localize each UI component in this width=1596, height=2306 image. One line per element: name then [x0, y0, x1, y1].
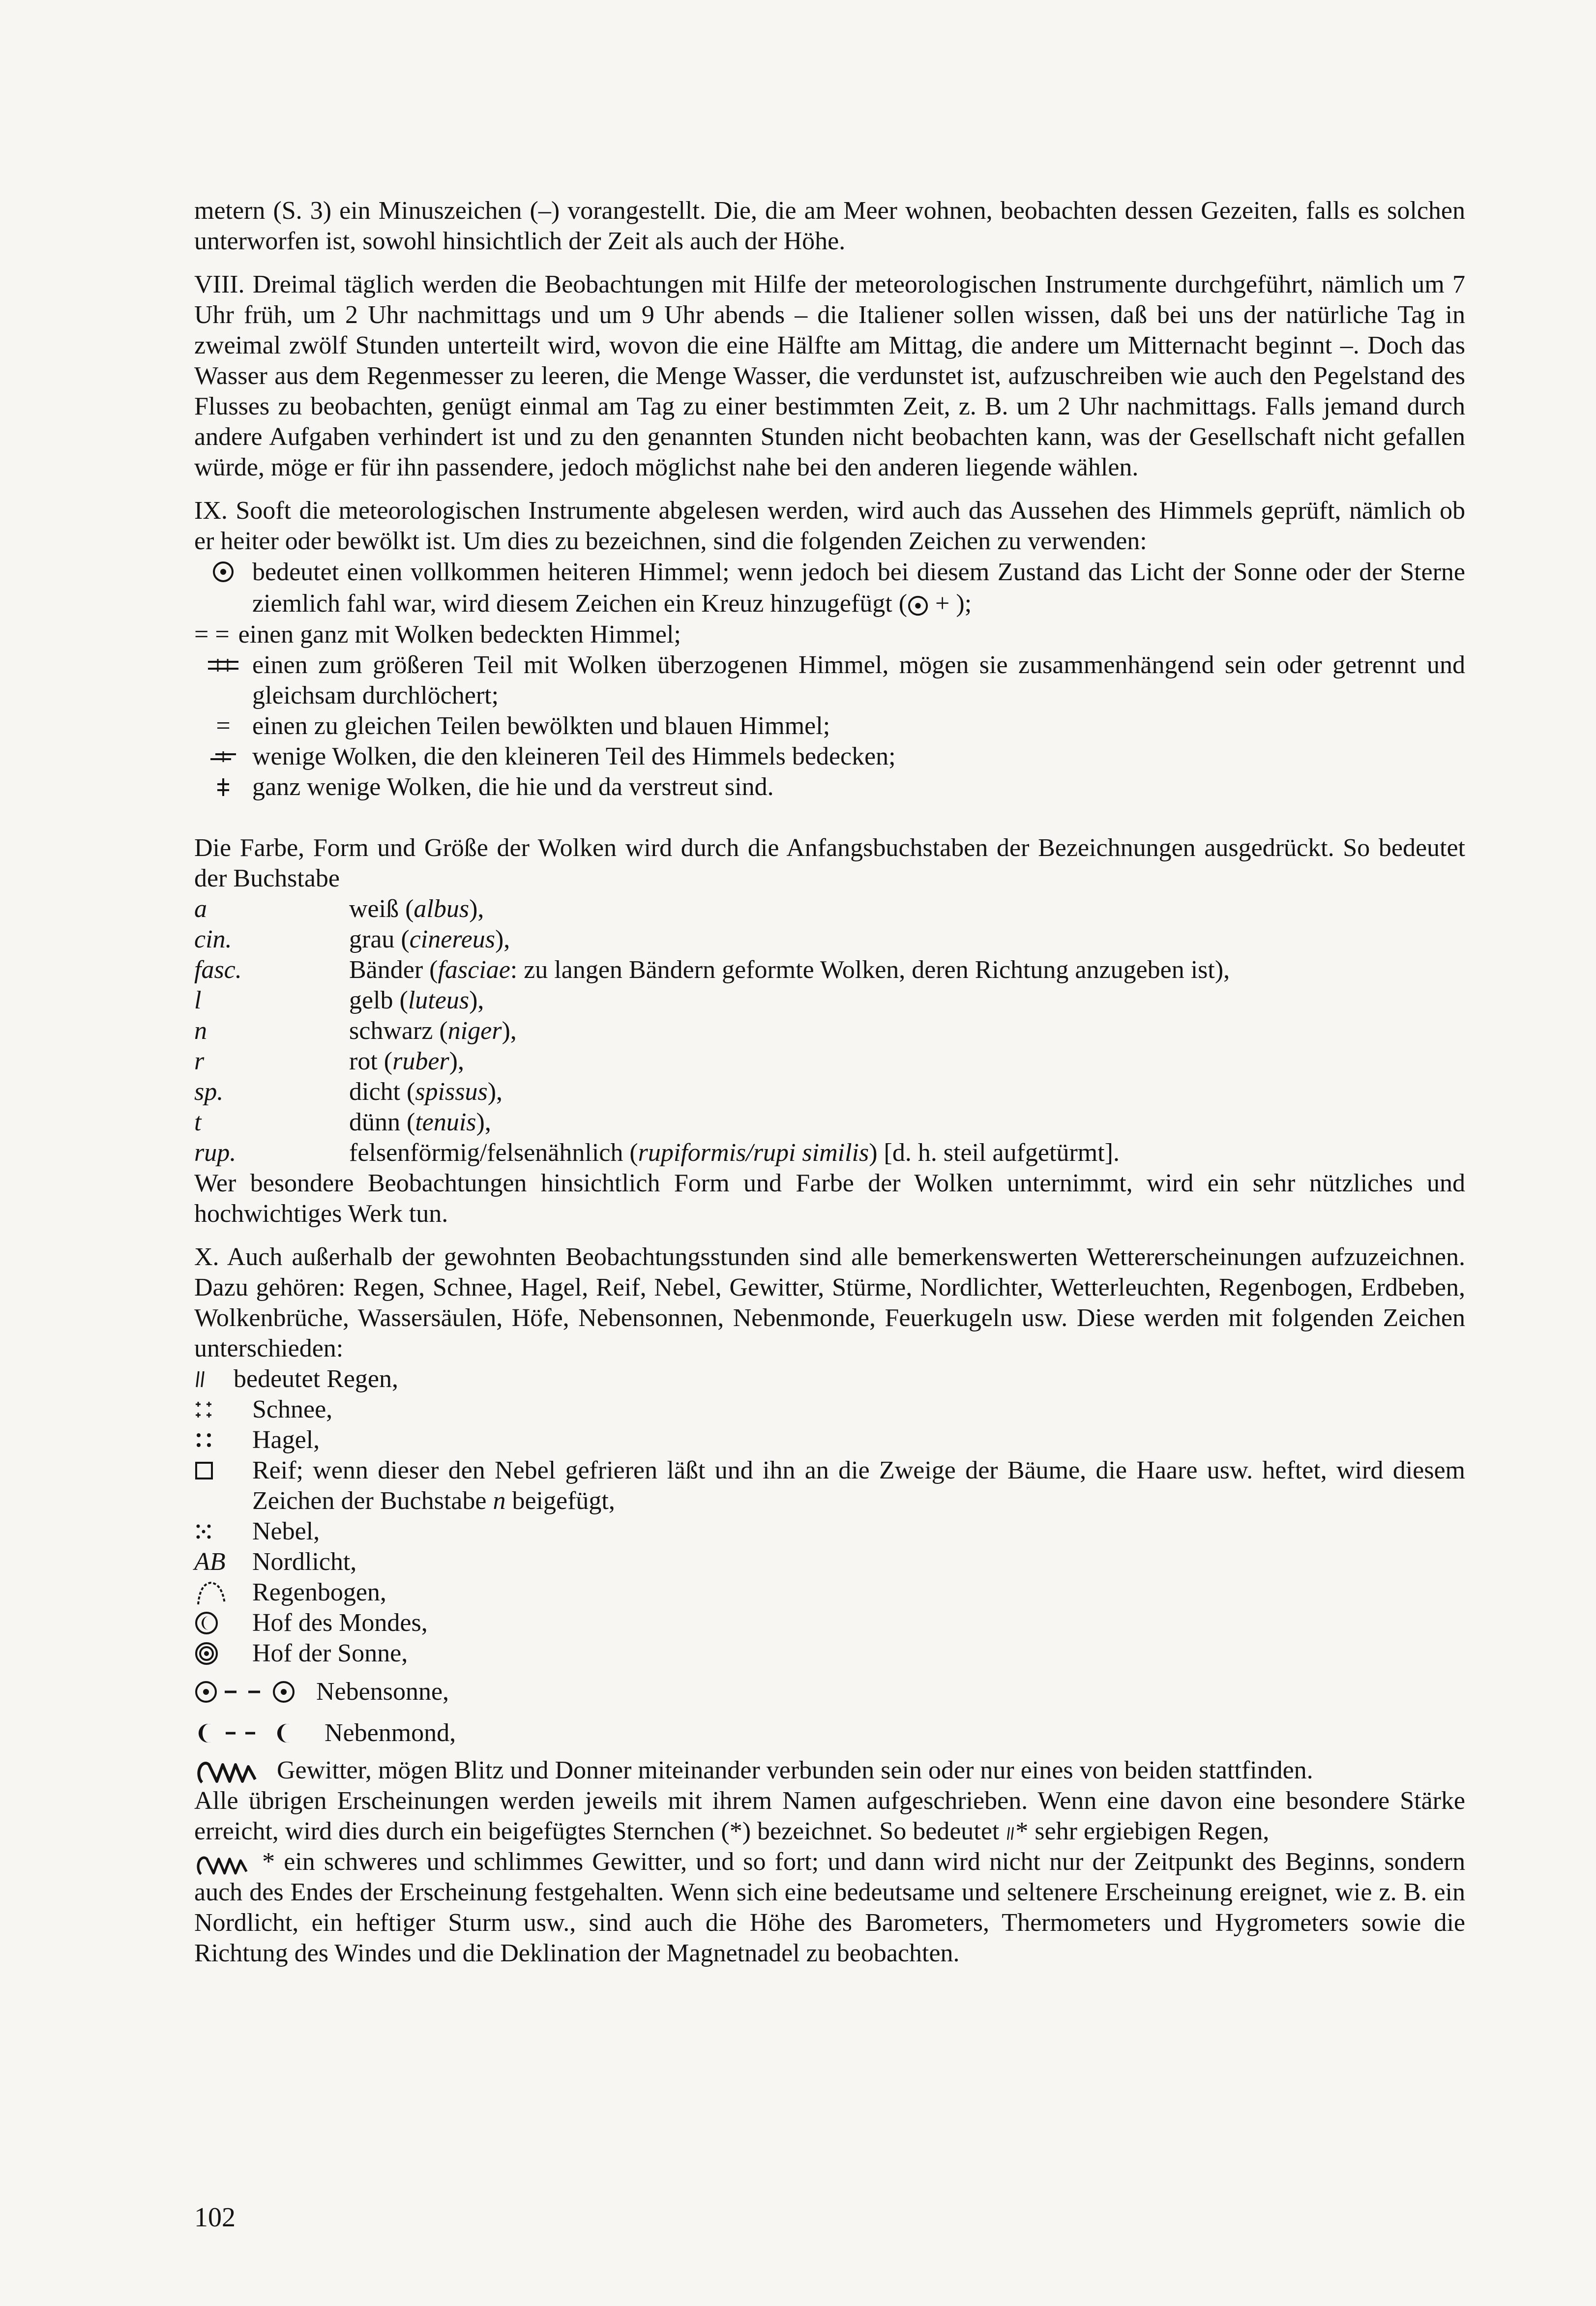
paraselene-text: Nebenmond,: [325, 1719, 456, 1747]
cloud-abbreviation-list: [194, 894, 1465, 1168]
few-clouds-icon: [194, 741, 252, 772]
fog-text: Nebel,: [252, 1517, 320, 1545]
paraselene-icon: [194, 1718, 325, 1748]
abbreviation-meaning: [349, 1046, 1465, 1077]
abbreviation-meaning: [349, 1016, 1465, 1046]
mostly-cloudy-text: einen zum größeren Teil mit Wolken überzogenen Himmel, mögen sie zusammenhängend sein oder getrennt und gleichsam durchlöchert;: [252, 651, 1465, 710]
thunderstorm-row: [194, 1755, 1465, 1786]
few-clouds-text: wenige Wolken, die den kleineren Teil des Himmels bedecken;: [252, 742, 896, 770]
page-body: [194, 196, 1465, 1969]
clear-sky-cross-text: + );: [935, 590, 972, 618]
snow-text: Schnee,: [252, 1395, 333, 1423]
abbreviation-row: [194, 1077, 1465, 1107]
abbreviation-note: ),: [469, 986, 484, 1014]
rain-icon: [194, 1364, 234, 1394]
parhelion-icon: [194, 1677, 316, 1707]
abbreviation-note: ),: [476, 1108, 491, 1136]
thunderstorm-icon: [194, 1755, 277, 1786]
abbreviation-key: rup.: [194, 1139, 236, 1167]
abbreviation-meaning: [349, 1138, 1465, 1168]
abbreviation-row: [194, 1107, 1465, 1138]
thunderstorm-text: Gewitter, mögen Blitz und Donner miteinander verbunden sein oder nur eines von beiden stattfinden.: [277, 1756, 1313, 1784]
abbreviation-key: t: [194, 1108, 202, 1136]
hail-row: [194, 1425, 1465, 1455]
abbreviation-latin: ruber: [392, 1047, 449, 1075]
sky-clear-row: [194, 557, 1465, 620]
moon-halo-icon: [194, 1608, 252, 1638]
abbreviation-key: l: [194, 986, 202, 1014]
fog-row: [194, 1516, 1465, 1547]
aurora-text: Nordlicht,: [252, 1548, 357, 1576]
aurora-row: [194, 1547, 1465, 1577]
clear-sky-text: bedeutet einen vollkommen heiteren Himmel; wenn jedoch bei diesem Zustand das Licht der Sonne oder der Sterne ziemlich fahl war, wird diesem Zeichen ein Kreuz hinzugefügt (: [252, 558, 1465, 618]
abbreviation-german: weiß (: [349, 895, 414, 923]
abbreviation-key: cin.: [194, 925, 232, 953]
abbreviation-row: [194, 955, 1465, 985]
abbreviation-row: [194, 1016, 1465, 1046]
abbreviation-key: sp.: [194, 1078, 224, 1106]
abbreviation-latin: tenuis: [415, 1108, 476, 1136]
abbreviation-latin: luteus: [408, 986, 470, 1014]
abbreviation-meaning: [349, 1077, 1465, 1107]
abbreviation-note: ),: [495, 925, 510, 953]
rain-small-icon: [1005, 1826, 1015, 1841]
paragraph-x: X. Auch außerhalb der gewohnten Beobachtungsstunden sind alle bemerkenswerten Wettererscheinungen aufzuzeichnen. Dazu gehören: Regen, Schnee, Hagel, Reif, Nebel, Gewitter, Stürme, Nordlichter, Wetterleuchten, Regenbogen, Erdbeben, Wolkenbrüche, Wassersäulen, Höfe, Nebensonnen, Nebenmonde, Feuerkugeln usw. Diese werden mit folgenden Zeichen unterschieden:: [194, 1243, 1465, 1362]
rain-text: bedeutet Regen,: [234, 1365, 398, 1393]
abbreviation-key: n: [194, 1017, 207, 1045]
abbreviation-meaning: [349, 985, 1465, 1016]
abbreviation-german: dünn (: [349, 1108, 415, 1136]
overcast-symbol: = =: [194, 621, 230, 649]
final-star: *: [1015, 1817, 1029, 1845]
paragraph-clouds-intro: Die Farbe, Form und Größe der Wolken wird durch die Anfangsbuchstaben der Bezeichnungen ausgedrückt. So bedeutet der Buchstabe: [194, 834, 1465, 892]
paragraph-intro: metern (S. 3) ein Minuszeichen (–) vorangestellt. Die, die am Meer wohnen, beobachten dessen Gezeiten, falls es solchen unterworfen ist, sowohl hinsichtlich der Zeit als auch der Höhe.: [194, 197, 1465, 255]
abbreviation-row: [194, 894, 1465, 924]
scattered-clouds-icon: [194, 772, 252, 802]
abbreviation-latin: niger: [447, 1017, 502, 1045]
frost-text: Reif; wenn dieser den Nebel gefrieren läßt und ihn an die Zweige der Bäume, die Haare usw. heftet, wird diesem Zeichen der Buchstabe: [252, 1456, 1465, 1515]
abbreviation-key: r: [194, 1047, 205, 1075]
abbreviation-meaning: [349, 955, 1465, 985]
abbreviation-key: a: [194, 895, 207, 923]
abbreviation-german: dicht (: [349, 1078, 415, 1106]
final-text-a: Alle übrigen Erscheinungen werden jeweils mit ihrem Namen aufgeschrieben. Wenn eine davon eine besondere Stärke erreicht, wird dies durch ein beigefügtes Sternchen (*) bezeichnet. So bedeutet: [194, 1787, 1465, 1845]
sun-halo-icon: [194, 1638, 252, 1669]
abbreviation-latin: spissus: [415, 1078, 488, 1106]
final-text-b: sehr ergiebigen Regen,: [1028, 1817, 1270, 1845]
abbreviation-german: gelb (: [349, 986, 408, 1014]
hail-text: Hagel,: [252, 1426, 320, 1454]
sky-few-row: [194, 741, 1465, 772]
aurora-symbol: AB: [194, 1548, 226, 1576]
paragraph-final: [194, 1786, 1465, 1969]
sky-half-row: [194, 711, 1465, 741]
abbreviation-latin: rupiformis/rupi similis: [638, 1139, 869, 1167]
moon-halo-text: Hof des Mondes,: [252, 1609, 428, 1637]
sky-mostly-cloudy-row: [194, 650, 1465, 711]
paragraph-clouds-closing: Wer besondere Beobachtungen hinsichtlich Form und Farbe der Wolken unternimmt, wird ein sehr nützliches und hochwichtiges Werk tun.: [194, 1169, 1465, 1228]
abbreviation-meaning: [349, 894, 1465, 924]
sun-halo-row: [194, 1638, 1465, 1669]
abbreviation-row: [194, 985, 1465, 1016]
abbreviation-note: ) [d. h. steil aufgetürmt].: [869, 1139, 1120, 1167]
scattered-clouds-text: ganz wenige Wolken, die hie und da verstreut sind.: [252, 773, 774, 801]
parhelion-row: [194, 1677, 1465, 1707]
paragraph-viii: VIII. Dreimal täglich werden die Beobachtungen mit Hilfe der meteorologischen Instrumente durchgeführt, nämlich um 7 Uhr früh, um 2 Uhr nachmittags und um 9 Uhr abends – die Italiener sollen wissen, daß bei uns der natürliche Tag in zweimal zwölf Stunden unterteilt wird, wovon die eine Hälfte am Mittag, die andere um Mitternacht beginnt –. Doch das Wasser aus dem Regenmesser zu leeren, die Menge Wasser, die verdunstet ist, aufzuschreiben wie auch den Pegelstand des Flusses zu beobachten, genügt einmal am Tag zu einer bestimmten Zeit, z. B. um 2 Uhr nachmittags. Falls jemand durch andere Aufgaben verhindert ist und zu den genannten Stunden nicht beobachten kann, was der Gesellschaft nicht gefallen würde, möge er für ihn passendere, jedoch möglichst nahe bei den anderen liegende wählen.: [194, 270, 1465, 481]
abbreviation-row: [194, 1138, 1465, 1168]
abbreviation-german: schwarz (: [349, 1017, 448, 1045]
half-cloudy-symbol: =: [216, 712, 231, 740]
frost-icon: [194, 1455, 252, 1486]
clear-sky-icon: [194, 557, 252, 587]
final-text-c: * ein schweres und schlimmes Gewitter, und so fort; und dann wird nicht nur der Zeitpunkt des Beginns, sondern auch des Endes der Erscheinung festgehalten. Wenn sich eine bedeutsame und seltenere Erscheinung ereignet, wie z. B. ein Nordlicht, ein heftiger Sturm usw., sind auch die Höhe des Barometers, Thermometers und Hygrometers sowie die Richtung des Windes und die Deklination der Magnetnadel zu beobachten.: [194, 1848, 1465, 1967]
overcast-text: einen ganz mit Wolken bedeckten Himmel;: [238, 621, 681, 649]
abbreviation-german: Bänder (: [349, 956, 438, 984]
abbreviation-latin: fasciae: [438, 956, 510, 984]
sky-overcast-row: [194, 620, 1465, 650]
abbreviation-german: rot (: [349, 1047, 393, 1075]
abbreviation-meaning: [349, 1107, 1465, 1138]
abbreviation-row: [194, 1046, 1465, 1077]
sky-scattered-row: [194, 772, 1465, 802]
abbreviation-german: felsenförmig/felsenähnlich (: [349, 1139, 638, 1167]
frost-row: [194, 1455, 1465, 1516]
abbreviation-key: fasc.: [194, 956, 242, 984]
abbreviation-note: ),: [502, 1017, 517, 1045]
frost-letter: n: [493, 1487, 506, 1515]
frost-text-end: beigefügt,: [505, 1487, 615, 1515]
thunderstorm-small-icon: [194, 1852, 253, 1876]
abbreviation-german: grau (: [349, 925, 410, 953]
abbreviation-latin: albus: [414, 895, 470, 923]
abbreviation-row: [194, 924, 1465, 955]
abbreviation-note: ),: [487, 1078, 503, 1106]
page-number: 102: [194, 2202, 236, 2233]
rain-row: [194, 1364, 1465, 1394]
half-cloudy-text: einen zu gleichen Teilen bewölkten und blauen Himmel;: [252, 712, 830, 740]
sun-halo-text: Hof der Sonne,: [252, 1639, 408, 1667]
abbreviation-note: : zu langen Bändern geformte Wolken, deren Richtung anzugeben ist),: [510, 956, 1230, 984]
snow-icon: [194, 1394, 252, 1425]
rainbow-text: Regenbogen,: [252, 1578, 386, 1606]
mostly-cloudy-icon: [194, 650, 252, 680]
hail-icon: [194, 1425, 252, 1455]
paragraph-ix: IX. Sooft die meteorologischen Instrumente abgelesen werden, wird auch das Aussehen des Himmels geprüft, nämlich ob er heiter oder bewölkt ist. Um dies zu bezeichnen, sind die folgenden Zeichen zu verwenden:: [194, 497, 1465, 555]
rainbow-row: [194, 1577, 1465, 1608]
rainbow-icon: [194, 1577, 252, 1608]
snow-row: [194, 1394, 1465, 1425]
abbreviation-note: ),: [469, 895, 484, 923]
abbreviation-meaning: [349, 924, 1465, 955]
abbreviation-note: ),: [449, 1047, 464, 1075]
abbreviation-latin: cinereus: [409, 925, 495, 953]
paraselene-row: [194, 1718, 1465, 1748]
fog-icon: [194, 1516, 252, 1547]
clear-sky-small-icon: [907, 595, 929, 617]
parhelion-text: Nebensonne,: [316, 1678, 449, 1706]
moon-halo-row: [194, 1608, 1465, 1638]
